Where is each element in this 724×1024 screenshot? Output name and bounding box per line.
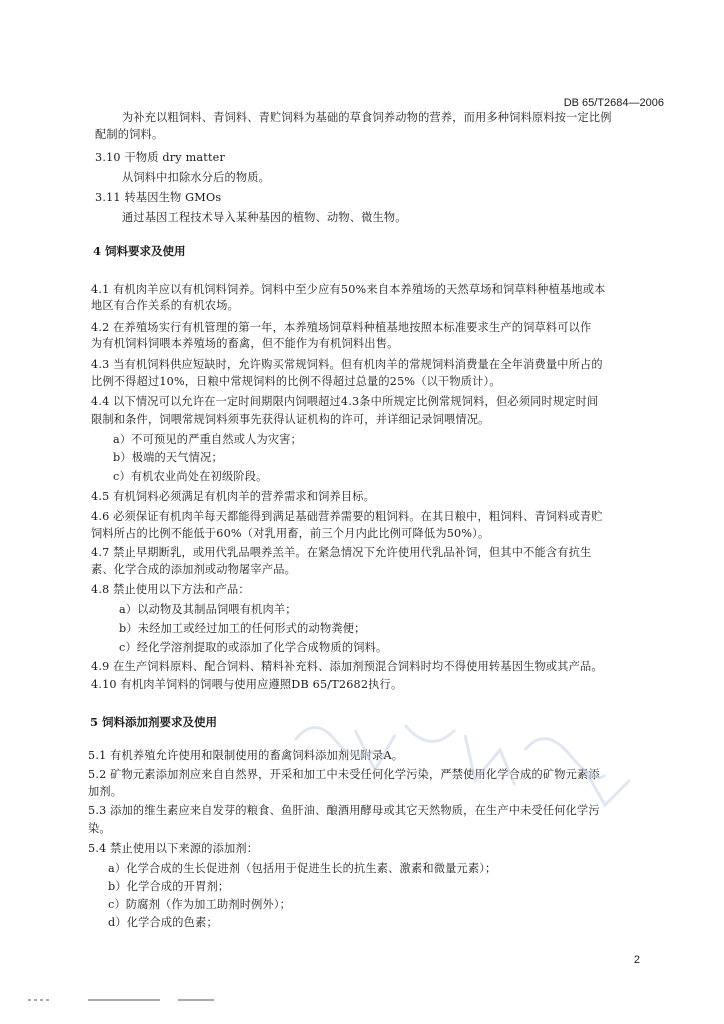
- text-line: 4.10 有机肉羊饲料的饲喂与使用应遵照DB 65/T2682执行。: [91, 678, 403, 691]
- list-item: c）经化学溶剂提取的或添加了化学合成物质的饲料。: [119, 641, 388, 654]
- list-item: d）化学合成的色素；: [108, 916, 218, 929]
- text-line: 4.3 当有机饲料供应短缺时，允许购买常规饲料。但有机肉羊的常规饲料消费量在全年消费量中所占的: [91, 358, 603, 371]
- standard-code: DB 65/T2684—2006: [563, 97, 664, 109]
- list-item: b）化学合成的开胃剂；: [108, 880, 230, 893]
- list-item: a）以动物及其制品饲喂有机肉羊；: [119, 603, 297, 616]
- text-line: 4.5 有机饲料必须满足有机肉羊的营养需求和饲养目标。: [91, 490, 376, 503]
- text-line: 4.6 必须保证有机肉羊每天都能得到满足基础营养需要的粗饲料。在其日粮中，粗饲料、青饲料或青贮: [91, 510, 603, 523]
- text-line: 为有机饲料饲喂本养殖场的畜禽，但不能作为有机饲料出售。: [91, 337, 399, 350]
- text-line: 4.4 以下情况可以允许在一定时间期限内饲喂超过4.3条中所规定比例常规饲料，但必须同时规定时间: [91, 395, 599, 408]
- text-line: 比例不得超过10%，日粮中常规饲料的比例不得超过总量的25%（以干物质计）。: [91, 375, 501, 388]
- term-heading: 3.10 干物质 dry matter: [95, 151, 226, 164]
- text-line: 通过基因工程技术导入某种基因的植物、动物、微生物。: [122, 211, 407, 224]
- section-heading-4: 4 饲料要求及使用: [93, 244, 186, 258]
- text-line: 4.1 有机肉羊应以有机饲料饲养。饲料中至少应有50%来自本养殖场的天然草场和饲草料种植基地或本: [91, 283, 606, 296]
- list-item: c）防腐剂（作为加工助剂时例外）；: [108, 898, 292, 911]
- text-line: 从饲料中扣除水分后的物质。: [122, 171, 271, 184]
- list-item: a）化学合成的生长促进剂（包括用于促进生长的抗生素、激素和微量元素）；: [108, 862, 497, 875]
- text-line: 限制和条件，饲喂常规饲料须事先获得认证机构的许可，并详细记录饲喂情况。: [91, 413, 490, 426]
- text-line: 为补充以粗饲料、青饲料、青贮饲料为基础的草食饲养动物的营养，而用多种饲料原料按一定比例: [122, 111, 612, 124]
- page-number: 2: [633, 954, 640, 966]
- term-heading: 3.11 转基因生物 GMOs: [95, 191, 222, 204]
- section-heading-5: 5 饲料添加剂要求及使用: [90, 715, 218, 729]
- text-line: 4.2 在养殖场实行有机管理的第一年，本养殖场饲草料种植基地按照本标准要求生产的饲草料可以作: [91, 321, 592, 334]
- text-line: 饲料所占的比例不能低于60%（对乳用畜，前三个月内此比例可降低为50%）。: [91, 527, 490, 540]
- list-item: b）极端的天气情况；: [113, 451, 223, 464]
- text-line: 5.2 矿物元素添加剂应来自自然界，开采和加工中未受任何化学污染，严禁使用化学合成的矿物元素添: [88, 768, 600, 781]
- list-item: b）未经加工或经过加工的任何形式的动物粪便；: [119, 622, 366, 635]
- list-item: a）不可预见的严重自然或人为灾害；: [113, 433, 303, 446]
- text-line: 加剂。: [88, 785, 123, 798]
- text-line: 5.4 禁止使用以下来源的添加剂：: [88, 842, 259, 855]
- text-line: 地区有合作关系的有机农场。: [91, 299, 240, 312]
- text-line: 配制的饲料。: [95, 128, 164, 141]
- scan-mark-lines: [28, 996, 228, 1004]
- text-line: 4.8 禁止使用以下方法和产品：: [91, 583, 250, 596]
- text-line: 素、化学合成的添加剂或动物屠宰产品。: [91, 563, 296, 576]
- text-line: 染。: [88, 822, 111, 835]
- text-line: 5.3 添加的维生素应来自发芽的粮食、鱼肝油、酿酒用酵母或其它天然物质，在生产中未受任何化学污: [88, 804, 600, 817]
- list-item: c）有机农业尚处在初级阶段。: [113, 470, 268, 483]
- text-line: 4.9 在生产饲料原料、配合饲料、精料补充料、添加剂预混合饲料时均不得使用转基因生物或其产品。: [91, 660, 603, 673]
- text-line: 5.1 有机养殖允许使用和限制使用的畜禽饲料添加剂见附录A。: [88, 749, 404, 762]
- text-line: 4.7 禁止早期断乳，或用代乳品喂养羔羊。在紧急情况下允许使用代乳品补饲，但其中不能含有抗生: [91, 546, 592, 559]
